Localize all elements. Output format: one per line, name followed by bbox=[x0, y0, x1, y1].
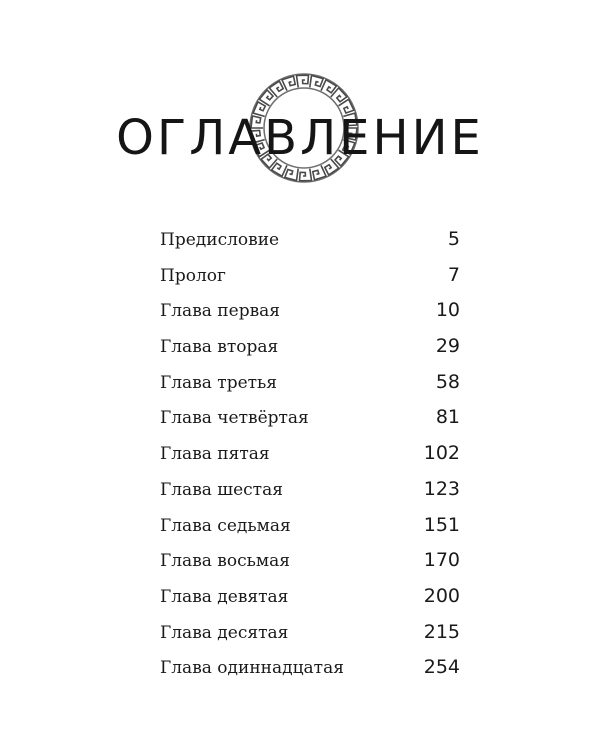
toc-entry[interactable] bbox=[160, 508, 460, 544]
toc-entry-page-number: 10 bbox=[435, 299, 460, 322]
toc-entry-page-number: 102 bbox=[423, 442, 460, 465]
toc-entry-label: Предисловие bbox=[160, 230, 280, 250]
toc-entry-page-number: 254 bbox=[423, 656, 460, 679]
toc-entry-label: Глава пятая bbox=[160, 444, 270, 465]
toc-entry[interactable] bbox=[160, 472, 460, 508]
toc-entry[interactable] bbox=[160, 650, 460, 686]
toc-entry-label: Глава первая bbox=[160, 301, 281, 322]
toc-entry-label: Пролог bbox=[160, 265, 226, 286]
toc-entry-page-number: 215 bbox=[423, 620, 460, 643]
toc-entry[interactable] bbox=[160, 365, 460, 401]
toc-entry-page-number: 7 bbox=[447, 263, 460, 286]
toc-entry-page-number: 123 bbox=[423, 477, 460, 500]
toc-entry-label: Глава шестая bbox=[160, 479, 283, 500]
page-title-text: ОГЛАВЛЕНИЕ bbox=[116, 110, 484, 166]
toc-entry-label: Глава третья bbox=[160, 372, 278, 393]
toc-entry-label: Глава девятая bbox=[160, 586, 289, 607]
toc-entry[interactable] bbox=[160, 615, 460, 651]
toc-entry-label: Глава десятая bbox=[160, 622, 289, 643]
toc-entry-label: Глава четвёртая bbox=[160, 408, 309, 429]
toc-entry-label: Глава восьмая bbox=[160, 551, 290, 572]
toc-entry[interactable] bbox=[160, 579, 460, 615]
toc-entry[interactable] bbox=[160, 222, 460, 258]
table-of-contents bbox=[160, 222, 460, 686]
toc-entry[interactable] bbox=[160, 400, 460, 436]
toc-entry-page-number: 58 bbox=[435, 370, 460, 393]
toc-entry[interactable] bbox=[160, 543, 460, 579]
toc-entry[interactable] bbox=[160, 258, 460, 294]
toc-entry-page-number: 81 bbox=[435, 406, 460, 429]
toc-entry-label: Глава вторая bbox=[160, 337, 279, 358]
toc-entry-page-number: 170 bbox=[423, 549, 460, 572]
toc-entry-page-number: 151 bbox=[423, 513, 460, 536]
toc-entry-label: Глава седьмая bbox=[160, 515, 291, 536]
toc-entry[interactable] bbox=[160, 329, 460, 365]
toc-entry-label: Глава одиннадцатая bbox=[160, 658, 344, 679]
toc-entry[interactable] bbox=[160, 436, 460, 472]
toc-entry-page-number: 5 bbox=[447, 228, 460, 250]
toc-entry-page-number: 29 bbox=[435, 335, 460, 358]
page-title bbox=[0, 108, 600, 168]
toc-entry-page-number: 200 bbox=[423, 584, 460, 607]
toc-entry[interactable] bbox=[160, 293, 460, 329]
